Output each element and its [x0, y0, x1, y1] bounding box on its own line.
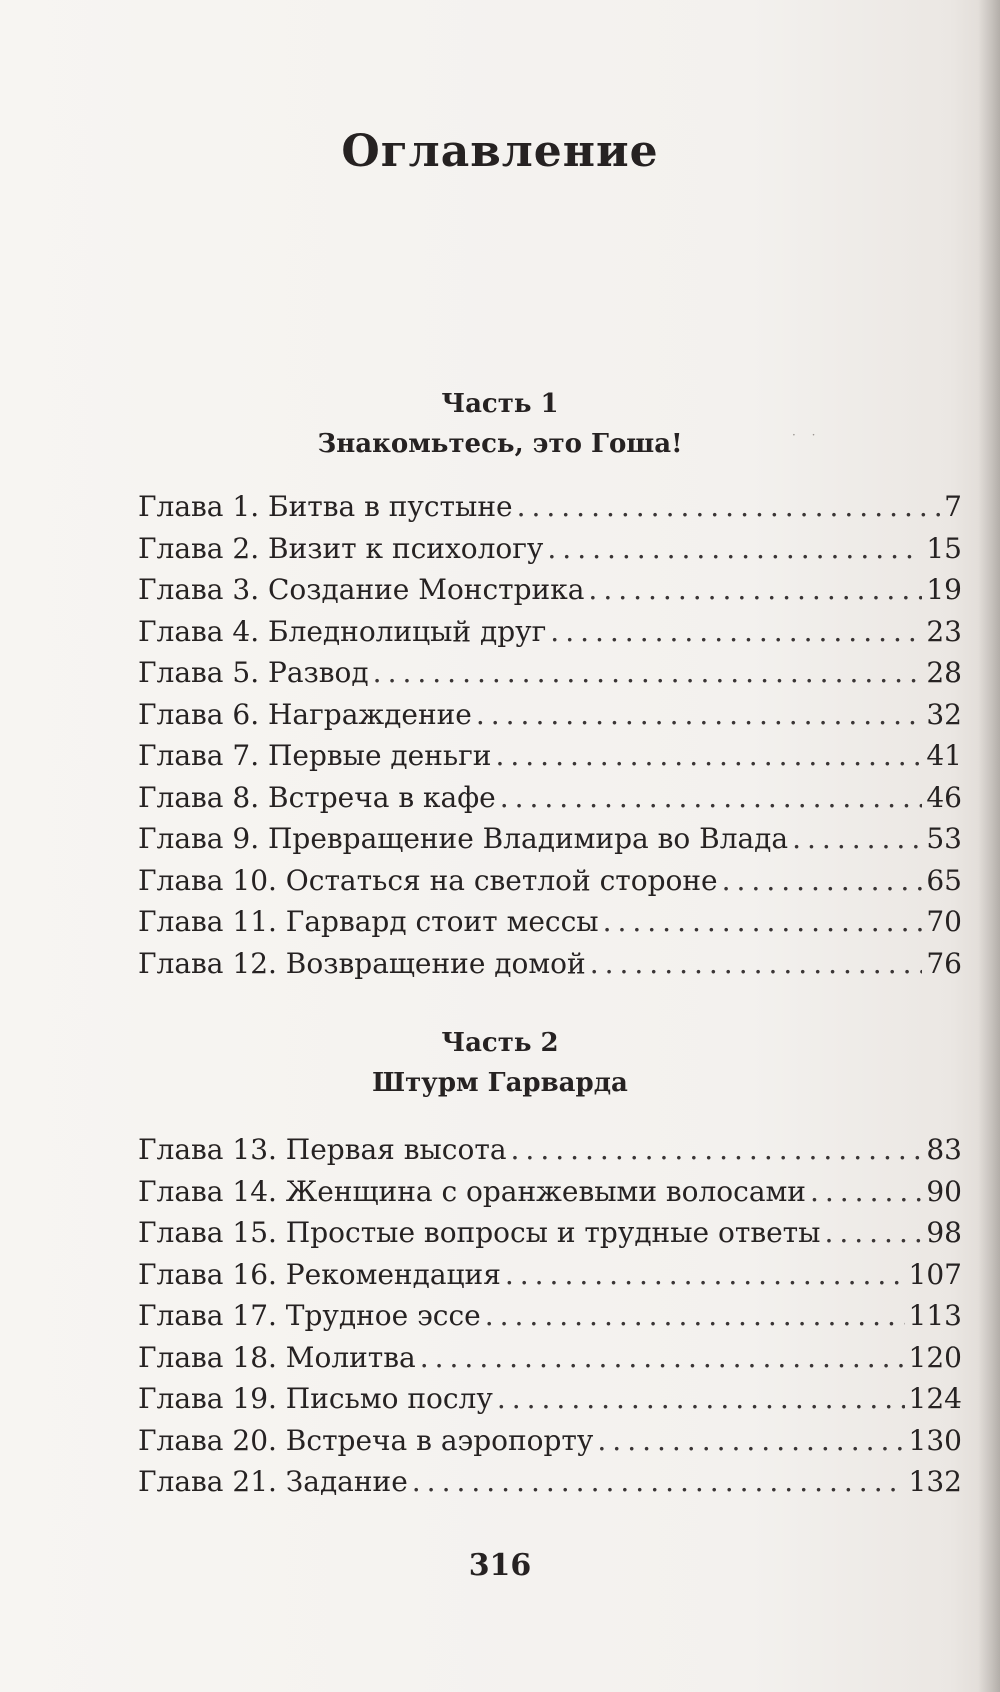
toc-entry: [138, 735, 962, 777]
toc-entry: [138, 1171, 962, 1213]
toc-chapter-title: Глава 20. Встреча в аэропорту: [138, 1423, 594, 1457]
toc-page-number: 23: [926, 614, 962, 648]
toc-entry: [138, 860, 962, 902]
toc-page-number: 76: [926, 946, 962, 980]
toc-page-number: 120: [908, 1340, 962, 1374]
toc-chapter-title: Глава 18. Молитва: [138, 1340, 416, 1374]
toc-chapter-title: Глава 21. Задание: [138, 1465, 408, 1498]
toc-dot-leader: [792, 818, 922, 860]
toc-entry: [138, 1129, 962, 1171]
toc-page-number: 46: [926, 780, 962, 814]
toc-dot-leader: [597, 1420, 904, 1462]
toc-dot-leader: [412, 1461, 905, 1503]
toc-entry: [138, 1378, 962, 1420]
toc-dot-leader: [495, 735, 922, 777]
toc-chapter-title: Глава 5. Развод: [138, 656, 369, 689]
toc-chapter-title: Глава 8. Встреча в кафе: [138, 780, 496, 814]
toc-dot-leader: [590, 943, 923, 985]
toc-dot-leader: [420, 1337, 905, 1379]
toc-entry: [138, 652, 962, 694]
toc-entry: [138, 1295, 962, 1337]
toc-dot-leader: [603, 901, 923, 943]
toc-chapter-title: Глава 1. Битва в пустыне: [138, 490, 513, 523]
toc-entry: [138, 1337, 962, 1379]
toc-entry: [138, 1212, 962, 1254]
toc-entry: [138, 528, 962, 570]
toc-page-number: 32: [926, 697, 962, 731]
part-1-name: Знакомьтесь, это Гоша!: [317, 429, 683, 459]
toc-entry: [138, 1461, 962, 1503]
toc-page-number: 107: [908, 1257, 962, 1291]
toc-chapter-title: Глава 7. Первые деньги: [138, 739, 492, 772]
toc-page-number: 41: [926, 739, 962, 772]
toc-chapter-title: Глава 4. Бледнолицый друг: [138, 614, 547, 648]
toc-chapter-title: Глава 10. Остаться на светлой стороне: [138, 863, 718, 897]
toc-dot-leader: [497, 1378, 905, 1420]
page-edge-shadow: [978, 0, 1000, 1692]
toc-chapter-title: Глава 13. Первая высота: [138, 1133, 507, 1166]
toc-dot-leader: [810, 1171, 922, 1213]
toc-chapter-title: Глава 19. Письмо послу: [138, 1382, 493, 1415]
toc-entry: [138, 1254, 962, 1296]
toc-entry: [138, 569, 962, 611]
toc-entry: [138, 611, 962, 653]
toc-chapter-title: Глава 16. Рекомендация: [138, 1257, 501, 1291]
toc-dot-leader: [511, 1129, 923, 1171]
toc-chapter-title: Глава 11. Гарвард стоит мессы: [138, 905, 599, 938]
toc-dot-leader: [500, 777, 923, 819]
toc-dot-leader: [588, 569, 922, 611]
print-speck: · ·: [792, 428, 822, 442]
toc-chapter-title: Глава 12. Возвращение домой: [138, 946, 586, 980]
toc-page-number: 113: [908, 1299, 962, 1332]
toc-entry: [138, 486, 962, 528]
toc-entry: [138, 694, 962, 736]
toc-chapter-title: Глава 14. Женщина с оранжевыми волосами: [138, 1174, 806, 1208]
toc-dot-leader: [824, 1212, 922, 1254]
toc-page-number: 90: [926, 1174, 962, 1208]
toc-chapter-title: Глава 17. Трудное эссе: [138, 1299, 481, 1332]
toc-dot-leader: [550, 611, 922, 653]
toc-dot-leader: [517, 486, 941, 528]
toc-part-1-list: [138, 486, 962, 984]
toc-page-number: 130: [908, 1423, 962, 1457]
toc-page-number: 15: [926, 531, 962, 565]
page-title: Оглавление: [341, 126, 659, 177]
part-1-heading: [0, 384, 1000, 464]
toc-dot-leader: [485, 1295, 905, 1337]
toc-page-number: 70: [926, 905, 962, 938]
toc-page-number: 65: [926, 863, 962, 897]
toc-page-number: 124: [908, 1382, 962, 1415]
toc-dot-leader: [722, 860, 923, 902]
toc-chapter-title: Глава 15. Простые вопросы и трудные ответы: [138, 1216, 821, 1249]
toc-dot-leader: [476, 694, 923, 736]
toc-page-number: 132: [908, 1465, 962, 1498]
toc-part-2-list: [138, 1129, 962, 1503]
toc-page-number: 7: [944, 490, 962, 523]
toc-entry: [138, 943, 962, 985]
toc-chapter-title: Глава 2. Визит к психологу: [138, 531, 544, 565]
part-2-number: Часть 2: [441, 1028, 559, 1058]
toc-chapter-title: Глава 9. Превращение Владимира во Влада: [138, 822, 789, 855]
toc-page-number: 28: [926, 656, 962, 689]
toc-page-number: 98: [926, 1216, 962, 1249]
part-1-number: Часть 1: [441, 389, 559, 419]
toc-chapter-title: Глава 6. Награждение: [138, 697, 472, 731]
toc-dot-leader: [373, 652, 923, 694]
toc-entry: [138, 1420, 962, 1462]
toc-entry: [138, 777, 962, 819]
toc-page-number: 53: [926, 822, 962, 855]
toc-page-number: 83: [926, 1133, 962, 1166]
toc-chapter-title: Глава 3. Создание Монстрика: [138, 573, 585, 606]
toc-dot-leader: [547, 528, 922, 570]
toc-dot-leader: [505, 1254, 905, 1296]
page-number: 316: [468, 1548, 532, 1583]
toc-entry: [138, 901, 962, 943]
part-2-heading: [0, 1023, 1000, 1103]
part-2-name: Штурм Гарварда: [372, 1068, 628, 1098]
toc-page-number: 19: [926, 573, 962, 606]
toc-entry: [138, 818, 962, 860]
